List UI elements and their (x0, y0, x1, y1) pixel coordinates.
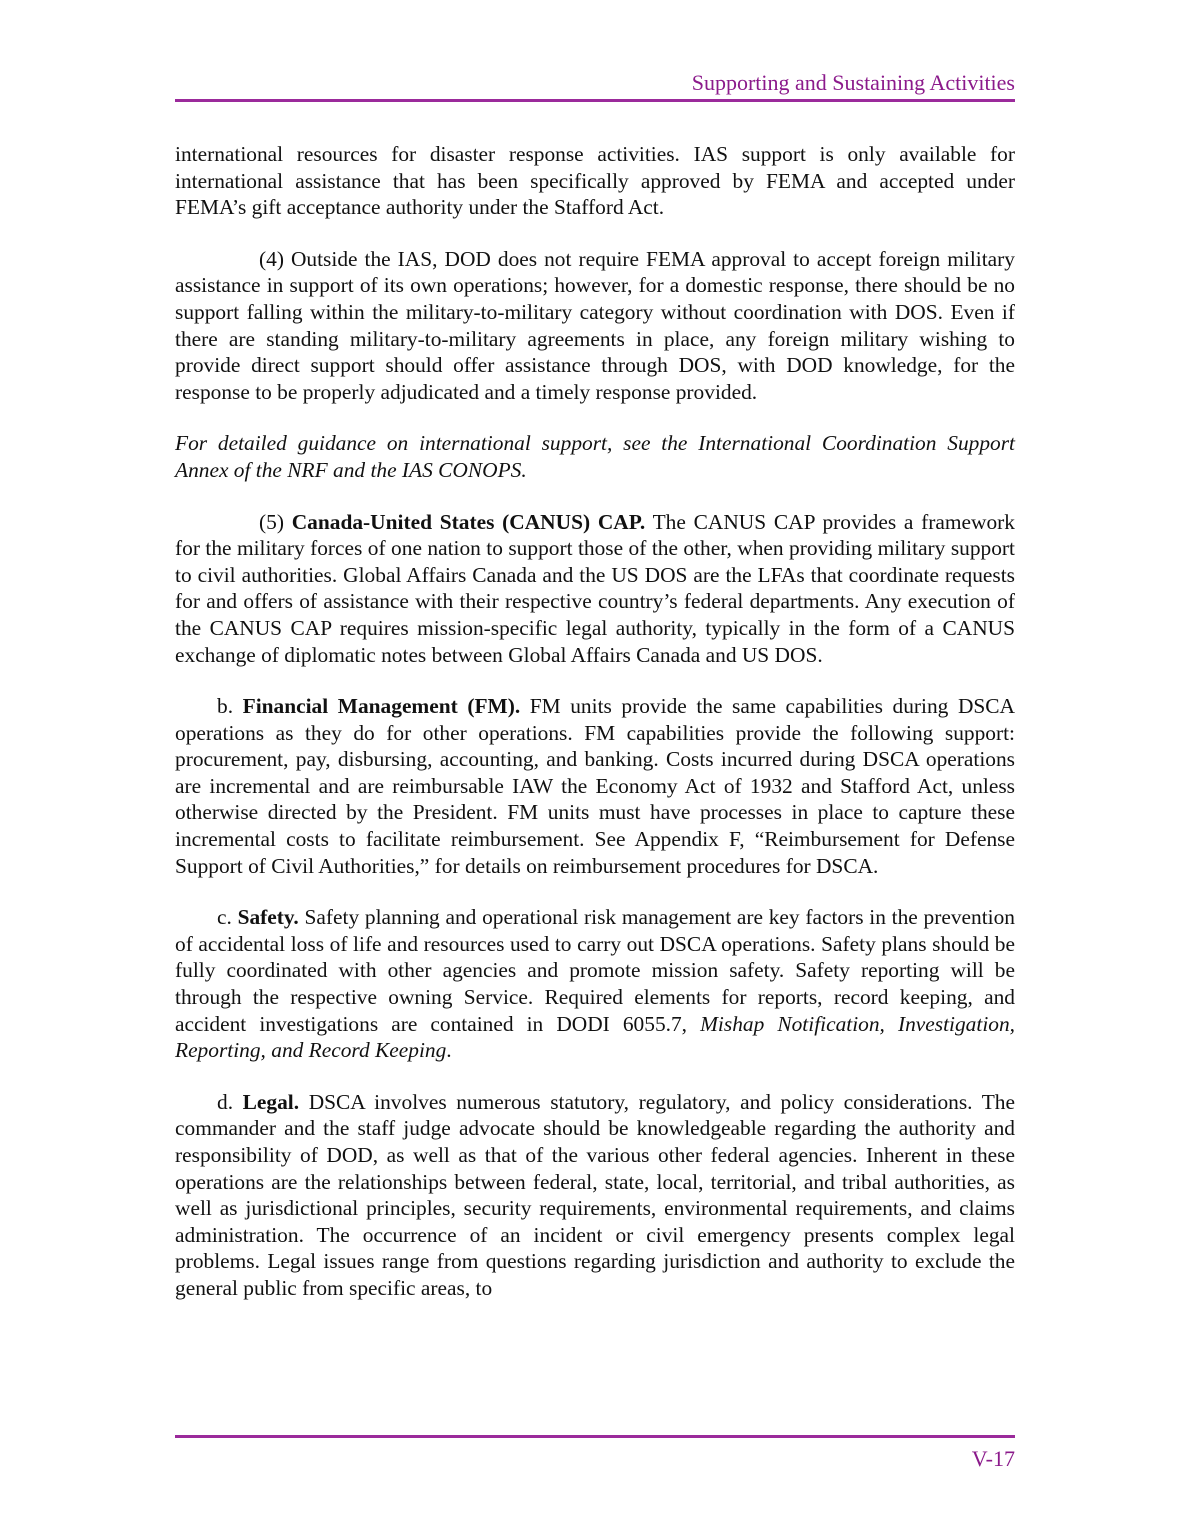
paragraph-heading: Financial Management (FM). (242, 694, 521, 719)
paragraph-guidance-note: For detailed guidance on international support, see the International Coordination Support Annex of the NRF and the IAS CONOPS. (175, 431, 1015, 482)
paragraph-number: (5) (259, 509, 292, 534)
header-rule (175, 99, 1015, 102)
page-number: V-17 (971, 1446, 1015, 1471)
paragraph-heading: Canada-United States (CANUS) CAP. (291, 509, 646, 534)
paragraph-number: b. (217, 694, 243, 719)
paragraph-number: c. (217, 905, 238, 930)
paragraph-text: The CANUS CAP provides a framework for the military forces of one nation to support those of the other, when providing military support to civil authorities. Global Affairs Canada and the US DOS are the LFAs that coordinate requests for and offers of assistance with their respective country’s federal departments. Any execution of the CANUS CAP requires mission-specific legal authority, typically in the form of a CANUS exchange of diplomatic notes between Global Affairs Canada and US DOS. (175, 509, 1016, 667)
paragraph-end: . (446, 1038, 452, 1063)
document-body (175, 141, 1015, 1327)
paragraph-text: FM units provide the same capabilities during DSCA operations as they do for other operations. FM capabilities provide the following support: procurement, pay, disbursing, accounting, and banking. Costs incurred during DSCA operations are incremental and are reimbursable IAW the Economy Act of 1932 and Stafford Act, unless otherwise directed by the President. FM units must have processes in place to capture these incremental costs to facilitate reimbursement. See Appendix F, “Reimbursement for Defense Support of Civil Authorities,” for details on reimbursement procedures for DSCA. (175, 694, 1015, 878)
paragraph-4-foreign-military: (4) Outside the IAS, DOD does not require FEMA approval to accept foreign military assistance in support of its own operations; however, for a domestic response, there should be no support falling within the military-to-military category without coordination with DOS. Even if there are standing military-to-military agreements in place, any foreign military wishing to provide direct support should offer assistance through DOS, with DOD knowledge, for the response to be properly adjudicated and a timely response provided. (175, 246, 1015, 404)
publication-title: Mishap Notification, Investigation, Reporting, and Record Keeping (175, 1011, 1015, 1063)
paragraph-5-canus-cap (175, 509, 1015, 669)
running-header: Supporting and Sustaining Activities (691, 70, 1015, 95)
paragraph-c-safety (175, 904, 1015, 1064)
paragraph-ias-continued: international resources for disaster response activities. IAS support is only available for international assistance that has been specifically approved by FEMA and accepted under FEMA’s gift acceptance authority under the Stafford Act. (175, 142, 1015, 220)
paragraph-b-financial-management (175, 693, 1015, 879)
paragraph-d-legal (175, 1089, 1015, 1302)
paragraph-text: DSCA involves numerous statutory, regulatory, and policy considerations. The commander and the staff judge advocate should be knowledgeable regarding the authority and responsibility of DOD, as well as that of the various other federal agencies. Inherent in these operations are the relationships between federal, state, local, territorial, and tribal authorities, as well as jurisdictional principles, security requirements, environmental requirements, and claims administration. The occurrence of an incident or civil emergency presents complex legal problems. Legal issues range from questions regarding jurisdiction and authority to exclude the general public from specific areas, to (175, 1089, 1015, 1300)
paragraph-number: d. (217, 1089, 243, 1114)
paragraph-heading: Safety. (237, 905, 299, 930)
paragraph-heading: Legal. (242, 1089, 300, 1114)
paragraph-text: Safety planning and operational risk management are key factors in the prevention of accidental loss of life and resources used to carry out DSCA operations. Safety plans should be fully coordinated with other agencies and promote mission safety. Safety reporting will be through the respective owning Service. Required elements for reports, record keeping, and accident investigations are contained in DODI 6055.7, (175, 905, 1015, 1036)
footer-rule (175, 1435, 1015, 1438)
